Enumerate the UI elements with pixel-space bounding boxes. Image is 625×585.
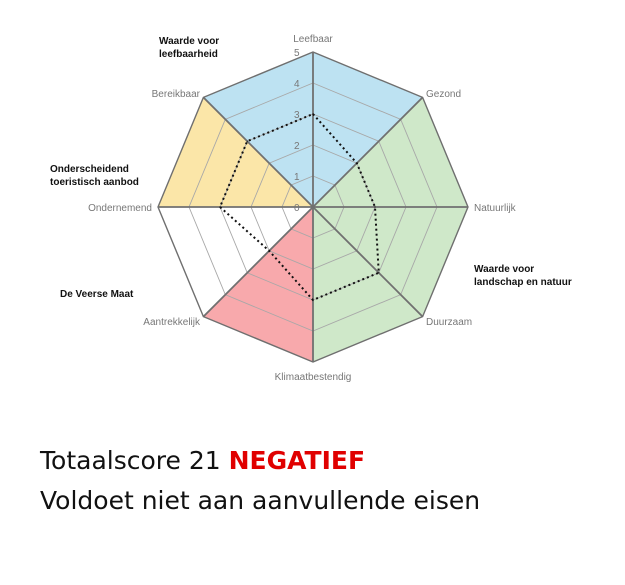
axis-label-ondernemend: Ondernemend [88, 203, 152, 214]
tick-label-3: 3 [294, 110, 300, 121]
score-point-bereikbaar [247, 141, 248, 142]
axis-label-bereikbaar: Bereikbaar [151, 89, 200, 100]
tick-label-5: 5 [294, 48, 300, 59]
group-label-veerse-1: De Veerse Maat [60, 289, 134, 300]
group-label-landschap-1: Waarde voor [474, 264, 535, 275]
score-point-gezond [356, 163, 357, 164]
score-point-aantrekkelijk [269, 250, 270, 251]
axis-label-klimaatbestendig: Klimaatbestendig [274, 372, 352, 383]
group-label-landschap-2: landschap en natuur [474, 277, 572, 288]
tick-label-1: 1 [294, 172, 300, 183]
axis-label-gezond: Gezond [426, 89, 462, 100]
score-point-natuurlijk [374, 206, 375, 207]
axis-label-leefbaar: Leefbaar [293, 34, 333, 45]
requirements-note: Voldoet niet aan aanvullende eisen [40, 486, 481, 515]
axis-label-natuurlijk: Natuurlijk [474, 203, 516, 214]
tick-label-2: 2 [294, 141, 300, 152]
tick-label-4: 4 [294, 79, 300, 90]
axis-label-aantrekkelijk: Aantrekkelijk [143, 317, 200, 328]
score-point-ondernemend [219, 206, 220, 207]
group-label-toeristisch-2: toeristisch aanbod [50, 177, 139, 188]
verdict-badge: NEGATIEF [228, 446, 366, 475]
tick-label-0: 0 [294, 203, 300, 214]
score-point-leefbaar [312, 113, 313, 114]
group-label-toeristisch-1: Onderscheidend [50, 164, 129, 175]
total-score-text: Totaalscore 21 [40, 446, 221, 475]
group-label-leefbaarheid-2: leefbaarheid [159, 49, 218, 60]
score-point-duurzaam [378, 272, 379, 273]
total-score-line [40, 446, 365, 475]
score-point-klimaatbestendig [312, 299, 313, 300]
group-label-leefbaarheid-1: Waarde voor [159, 36, 220, 47]
axis-label-duurzaam: Duurzaam [426, 317, 473, 328]
